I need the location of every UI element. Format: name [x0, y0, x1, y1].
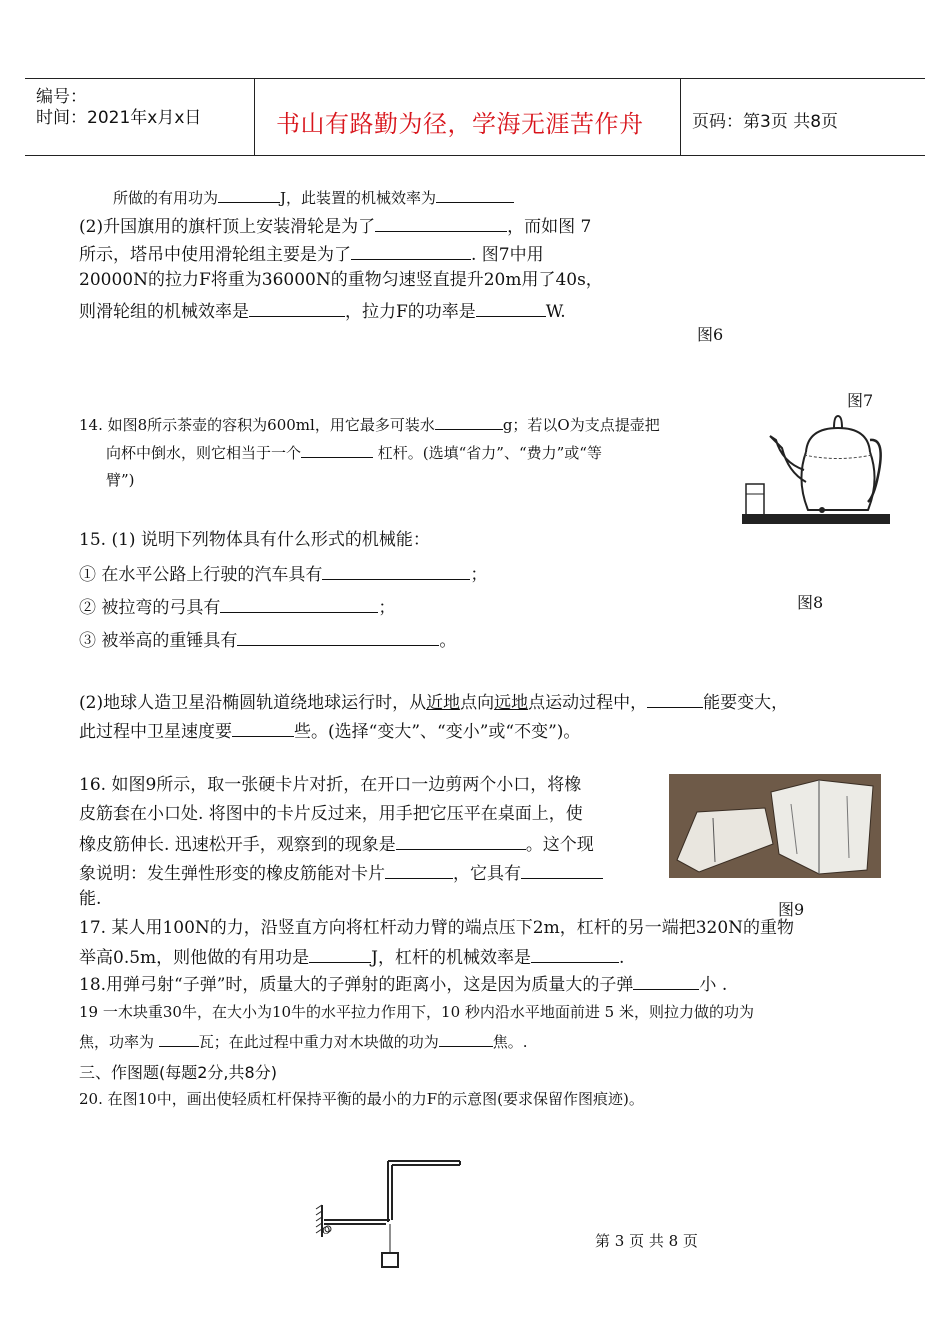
cards-photo — [669, 774, 881, 878]
q15-line4: ③ 被举高的重锤具有 。 — [79, 628, 456, 651]
page-footer: 第 3 页 共 8 页 — [595, 1232, 698, 1250]
q15-line2: ① 在水平公路上行驶的汽车具有 ； — [79, 562, 487, 585]
header-serial: 编号： — [36, 87, 87, 107]
q17-line2: 举高0.5m，则他做的有用功是 J，杠杆的机械效率是 . — [79, 945, 624, 968]
header-bottom-rule — [25, 155, 925, 156]
header-time: 时间：2021年x月x日 — [36, 108, 202, 128]
figure-6-caption: 图6 — [697, 325, 724, 344]
figure-7-caption: 图7 — [847, 391, 874, 410]
lever-figure — [310, 1155, 470, 1275]
q19-line1: 19 一木块重30牛，在大小为10牛的水平拉力作用下，10 秒内沿水平地面前进 5 米，则拉力做的功为 — [79, 1003, 754, 1021]
q15-line3: ② 被拉弯的弓具有 ； — [79, 595, 395, 618]
q15-line1: 15. (1) 说明下列物体具有什么形式的机械能： — [79, 530, 430, 550]
q13-line4: 20000N的拉力F将重为36000N的重物匀速竖直提升20m用了40s， — [79, 270, 603, 290]
header-page-number: 页码：第3页 共8页 — [692, 112, 839, 132]
q13-line5: 则滑轮组的机械效率是 ，拉力F的功率是 W. — [79, 299, 566, 322]
header-divider-right — [680, 78, 681, 156]
figure-9-caption: 图9 — [778, 900, 805, 919]
q19-line2: 焦，功率为 瓦；在此过程中重力对木块做的功为 焦。. — [79, 1033, 528, 1051]
q15-line6: 此过程中卫星速度要 些。(选择“变大”、“变小”或“不变”)。 — [79, 719, 580, 742]
q15-line5: (2)地球人造卫星沿椭圆轨道绕地球运行时，从近地点向远地点运动过程中， 能要变大， — [79, 690, 788, 713]
header-motto: 书山有路勤为径，学海无涯苦作舟 — [276, 110, 644, 138]
q20-text: 20. 在图10中，画出使轻质杠杆保持平衡的最小的力F的示意图(要求保留作图痕迹)。 — [79, 1090, 644, 1108]
q14-line2: 向杯中倒水，则它相当于一个 杠杆。(选填“省力”、“费力”或“等 — [106, 444, 602, 462]
lever-pivot-label: O — [322, 1226, 331, 1237]
q16-line2: 皮筋套在小口处. 将图中的卡片反过来，用手把它压平在桌面上，使 — [79, 804, 583, 824]
section-3-heading: 三、作图题(每题2分,共8分) — [79, 1063, 277, 1082]
q14-line1: 14. 如图8所示茶壶的容积为600ml，用它最多可装水 g；若以O为支点提壶把 — [79, 416, 660, 434]
q13-line2: (2)升国旗用的旗杆顶上安装滑轮是为了 ，而如图 7 — [79, 214, 591, 237]
q16-line5: 能. — [79, 889, 102, 909]
header-top-rule — [25, 78, 925, 79]
q16-line3: 橡皮筋伸长. 迅速松开手，观察到的现象是 。这个现 — [79, 832, 594, 855]
q13-line3: 所示，塔吊中使用滑轮组主要是为了 . 图7中用 — [79, 242, 544, 265]
figure-8-caption: 图8 — [797, 593, 824, 612]
header-divider-left — [254, 78, 255, 156]
q18-line1: 18.用弹弓射“子弹”时，质量大的子弹射的距离小，这是因为质量大的子弹 小 . — [79, 972, 727, 995]
q17-line1: 17. 某人用100N的力，沿竖直方向将杠杆动力臂的端点压下2m，杠杆的另一端把320N的重物 — [79, 918, 795, 938]
q13-line1: 所做的有用功为 J，此装置的机械效率为 — [113, 187, 514, 207]
teapot-figure — [742, 410, 892, 528]
q16-line1: 16. 如图9所示，取一张硬卡片对折，在开口一边剪两个小口，将橡 — [79, 775, 582, 795]
q14-line3: 臂”) — [106, 471, 135, 489]
q16-line4: 象说明：发生弹性形变的橡皮筋能对卡片 ，它具有 — [79, 861, 603, 884]
